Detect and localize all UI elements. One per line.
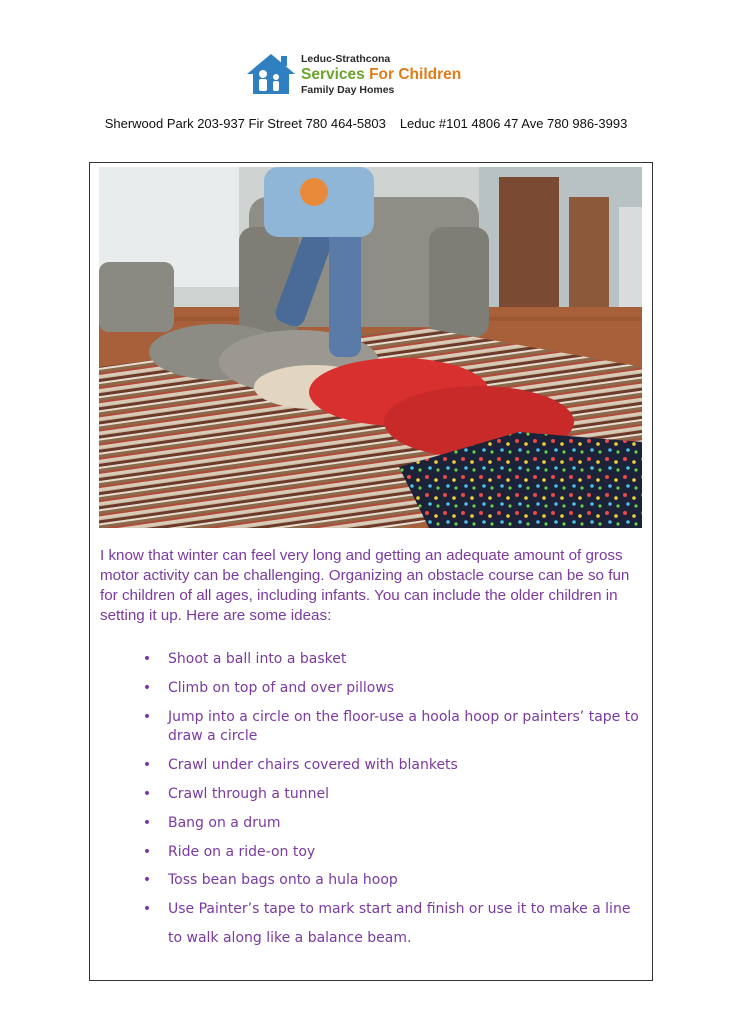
bullet-icon: • — [142, 901, 152, 917]
logo-for-children: For Children — [369, 66, 462, 83]
contact-sherwood: Sherwood Park 203-937 Fir Street 780 464-5803 — [104, 116, 386, 131]
bullet-icon: • — [142, 709, 152, 725]
obstacle-course-photo — [99, 167, 642, 528]
list-item: • Bang on a drum — [142, 815, 281, 831]
list-item: • Crawl through a tunnel — [142, 786, 329, 802]
bullet-icon: • — [142, 651, 152, 667]
logo-line-family: Family Day Homes — [301, 84, 395, 96]
bullet-icon: • — [142, 844, 152, 860]
bullet-icon: • — [142, 757, 152, 773]
contact-line — [0, 116, 732, 131]
logo-line-services — [301, 66, 461, 83]
contact-leduc: Leduc #101 4806 47 Ave 780 986-3993 — [399, 116, 628, 131]
bullet-icon: • — [142, 786, 152, 802]
organization-logo — [243, 48, 503, 100]
list-item: • Jump into a circle on the floor-use a hoola hoop or painters’ tape to draw a circle — [142, 709, 639, 744]
list-item: • Shoot a ball into a basket — [142, 651, 347, 667]
logo-text — [301, 53, 461, 97]
list-item: • Climb on top of and over pillows — [142, 680, 395, 696]
list-item: • Toss bean bags onto a hula hoop — [142, 872, 398, 888]
bullet-icon: • — [142, 680, 152, 696]
list-item: • Use Painter’s tape to mark start and finish or use it to make a line to walk along like a balance beam. — [142, 895, 647, 953]
list-item: • Ride on a ride-on toy — [142, 844, 316, 860]
logo-line-org: Leduc-Strathcona — [301, 53, 391, 65]
logo-services-word: Services — [301, 66, 365, 83]
bullet-icon: • — [142, 872, 152, 888]
intro-paragraph: I know that winter can feel very long and getting an adequate amount of gross motor activity can be challenging. Organizing an obstacle course can be so fun for children of all ages, including infants. You can include the older children in setting it up. Here are some ideas: — [100, 547, 630, 624]
house-family-icon — [243, 50, 299, 98]
list-item: • Crawl under chairs covered with blankets — [142, 757, 458, 773]
bullet-icon: • — [142, 815, 152, 831]
